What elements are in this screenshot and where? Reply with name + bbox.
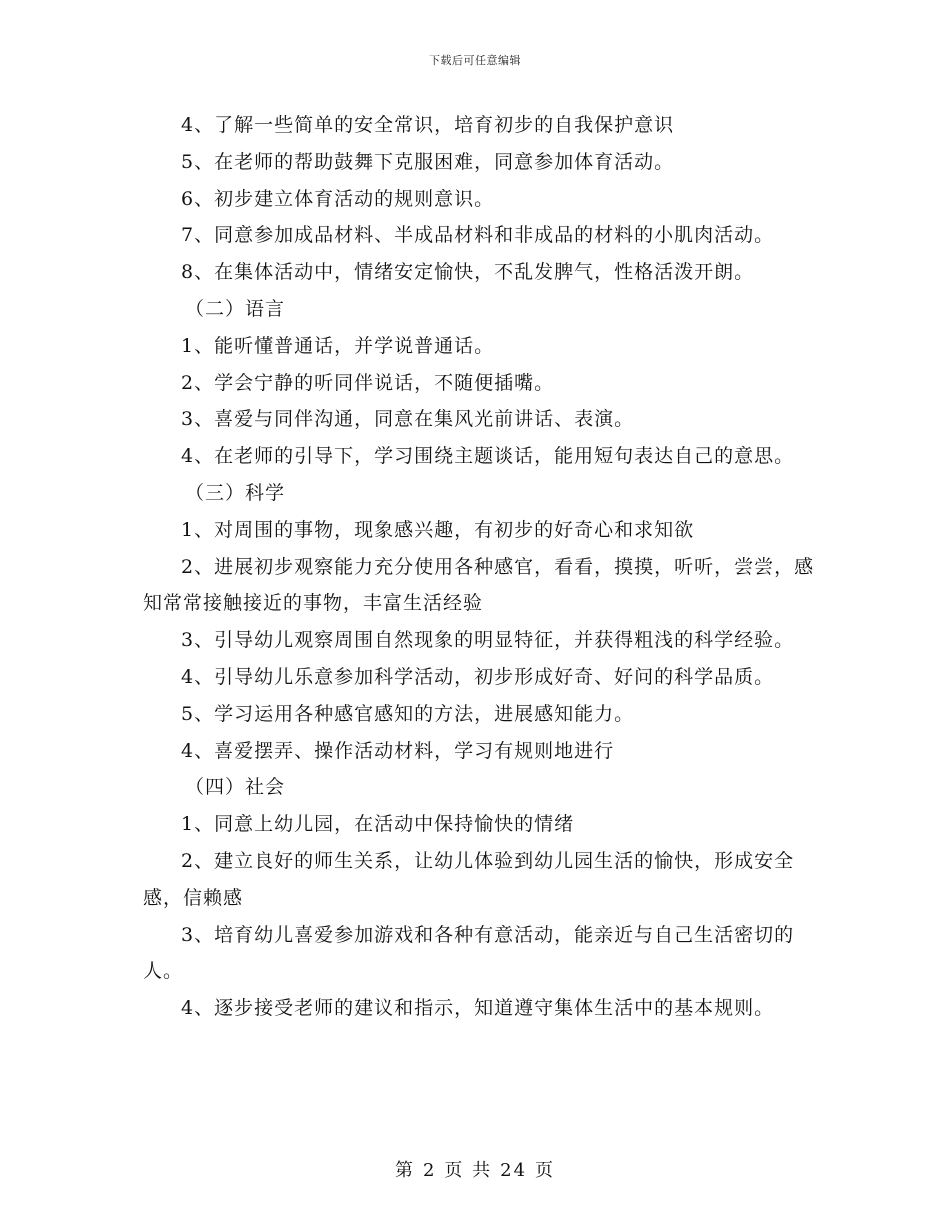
paragraph: 2、建立良好的师生关系，让幼儿体验到幼儿园生活的愉快，形成安全感，信赖感 [143,849,795,909]
paragraph: 1、能听懂普通话，并学说普通话。 [181,334,495,357]
paragraph: 6、初步建立体育活动的规则意识。 [181,187,495,210]
document-body [143,107,823,1027]
paragraph: 1、对周围的事物，现象感兴趣，有初步的好奇心和求知欲 [181,518,695,541]
paragraph: 2、进展初步观察能力充分使用各种感官，看看，摸摸，听听，尝尝，感知常常接触接近的事物，丰富生活经验 [143,555,815,615]
paragraph: 5、学习运用各种感官感知的方法，进展感知能力。 [181,702,635,725]
page-total: 24 [500,1160,528,1181]
section-heading: （三）科学 [185,481,286,504]
paragraph: 3、喜爱与同伴沟通，同意在集风光前讲话、表演。 [181,408,635,431]
footer-prefix: 第 [394,1160,415,1181]
paragraph: 7、同意参加成品材料、半成品材料和非成品的材料的小肌肉活动。 [181,224,775,247]
page-header: 下载后可任意编辑 [429,54,521,67]
section-heading: （二）语言 [185,297,286,320]
paragraph: 4、逐步接受老师的建议和指示，知道遵守集体生活中的基本规则。 [181,997,775,1020]
paragraph: 2、学会宁静的听同伴说话，不随便插嘴。 [181,371,555,394]
paragraph: 4、喜爱摆弄、操作活动材料，学习有规则地进行 [181,739,615,762]
footer-suffix: 页 [535,1160,556,1181]
paragraph: 5、在老师的帮助鼓舞下克服困难，同意参加体育活动。 [181,150,675,173]
page-number: 2 [422,1160,437,1181]
footer-middle: 页 共 [444,1160,493,1181]
paragraph: 3、引导幼儿观察周围自然现象的明显特征，并获得粗浅的科学经验。 [181,629,795,652]
paragraph: 1、同意上幼儿园，在活动中保持愉快的情绪 [181,813,575,836]
paragraph: 4、引导幼儿乐意参加科学活动，初步形成好奇、好问的科学品质。 [181,665,775,688]
paragraph: 4、了解一些简单的安全常识，培育初步的自我保护意识 [181,114,675,136]
section-heading: （四）社会 [185,776,286,799]
page-footer [0,1156,950,1182]
paragraph: 8、在集体活动中，情绪安定愉快，不乱发脾气，性格活泼开朗。 [181,261,755,284]
paragraph: 3、培育幼儿喜爱参加游戏和各种有意活动，能亲近与自己生活密切的人。 [143,923,795,983]
paragraph: 4、在老师的引导下，学习围绕主题谈话，能用短句表达自己的意思。 [181,445,795,468]
